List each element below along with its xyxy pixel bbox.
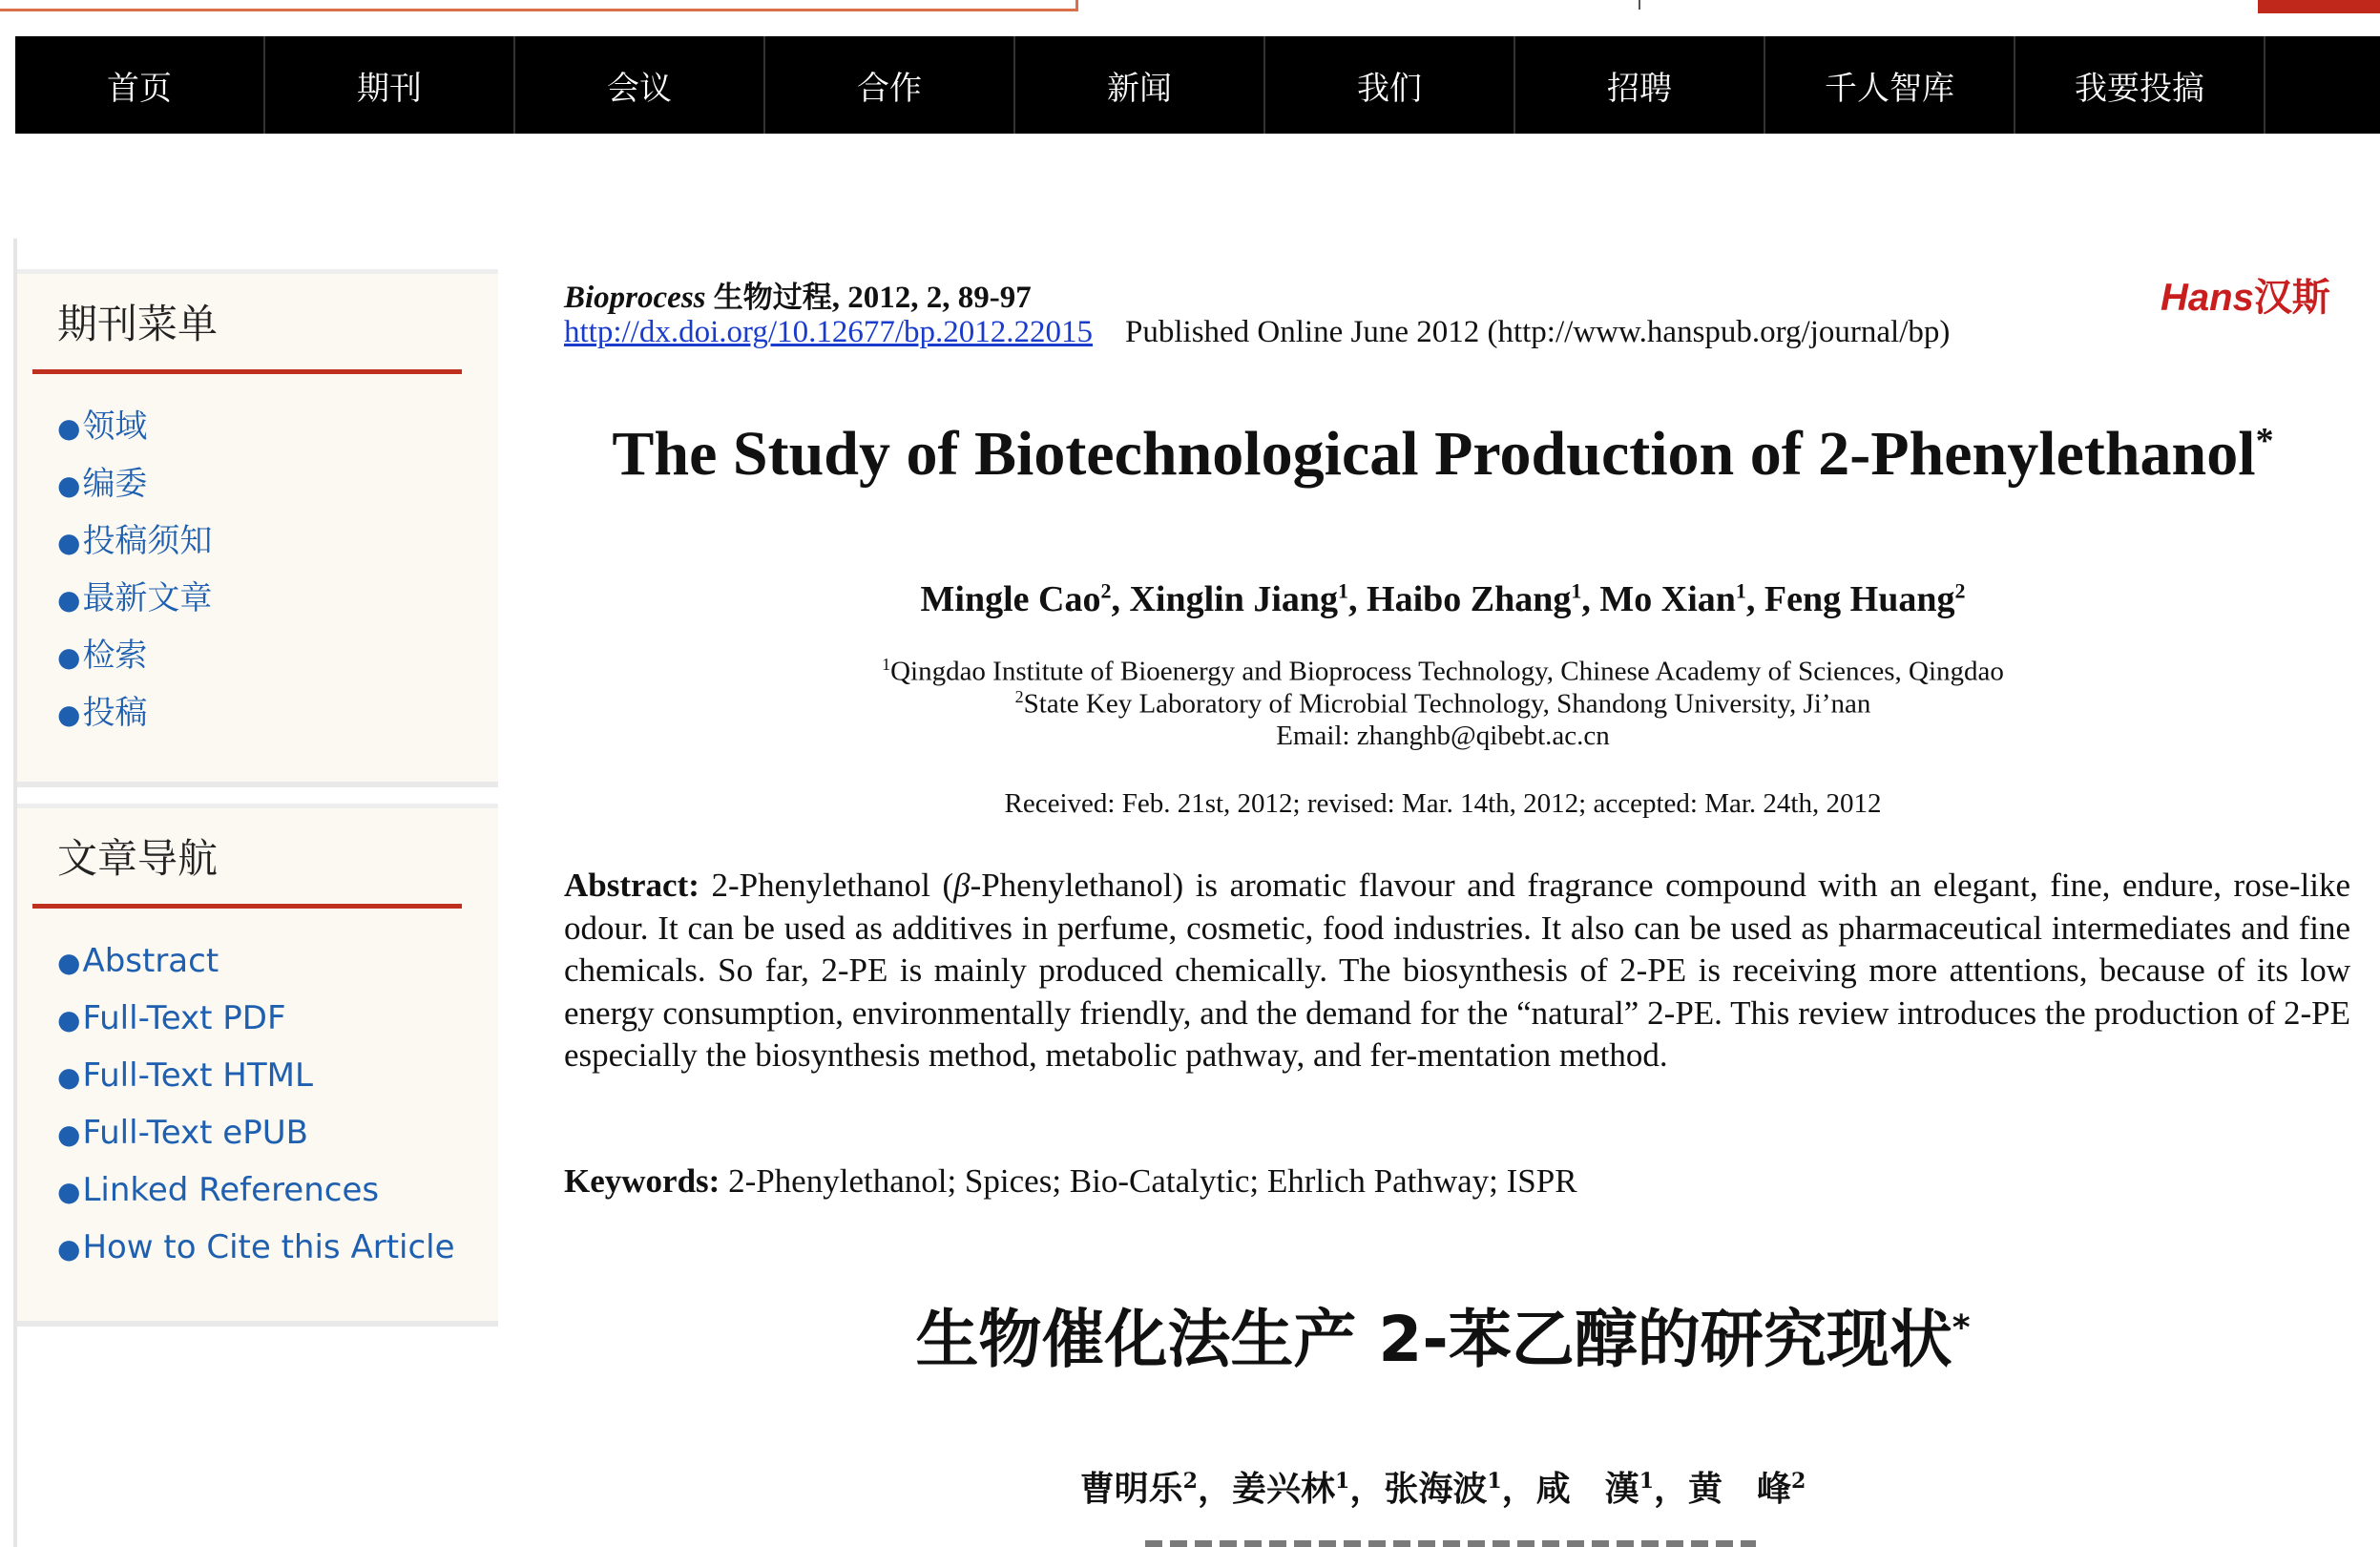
nav-link-cite[interactable]: ●How to Cite this Article [57, 1228, 455, 1266]
author-list: Mingle Cao$^2$, Xinglin Jiang$^1$, Haibo Zhang$^1$, Mo Xian$^1$, Feng Huang$^2$ [920, 578, 1966, 619]
paper-title: The Study of Biotechnological Production of 2-Phenylethanol* [612, 419, 2274, 489]
journal-name-cn: 生物过程 [713, 281, 832, 315]
nav-item-about[interactable]: 我们 [1265, 36, 1515, 134]
author-list-cn: 曹明乐$^2$，姜兴林$^1$，张海波$^1$，咸 漢$^1$，黄 峰$^2$ [1079, 1469, 1806, 1509]
journal-volume: , 2012, 2, 89-97 [831, 281, 1032, 315]
nav-item-journals[interactable]: 期刊 [265, 36, 515, 134]
bullet-icon: ● [57, 1118, 81, 1150]
bullet-icon: ● [57, 1061, 81, 1093]
abstract-paragraph: Abstract: 2-Phenylethanol (β-Phenylethanol) is aromatic flavour and fragrance compound with an elegant, fine, endure, rose-like odour. It can be used as additives in perfume, cosmetic, food industries. It also can be used as pharmaceutical intermediates and fine chemicals. So far, 2-PE is mainly produced chemically. The biosynthesis of 2-PE is receiving more attentions, because of its low energy consumption, environmentally friendly, and the demand for the “natural” 2-PE. This review introduces the production of 2-PE especially the biosynthesis method, metabolic pathway, and fer-mentation method. [564, 867, 2350, 1074]
author-name: Feng Huang [1764, 579, 1955, 619]
bullet-icon: ● [57, 1004, 81, 1035]
nav-link-abstract[interactable]: ●Abstract [57, 942, 219, 980]
published-online: Published Online June 2012 (http://www.hanspub.org/journal/bp) [1125, 315, 1951, 349]
cut-off-text-line [1145, 1540, 1756, 1547]
doi-link[interactable]: http://dx.doi.org/10.12677/bp.2012.22015 [564, 315, 1093, 349]
title-footnote-mark: * [2255, 421, 2274, 461]
keywords-label: Keywords: [564, 1162, 720, 1200]
nav-link-references[interactable]: ●Linked References [57, 1171, 380, 1209]
hans-logo [2161, 267, 2330, 322]
keywords-line [564, 1162, 1577, 1201]
top-divider [1639, 0, 1640, 10]
received-dates: Received: Feb. 21st, 2012; revised: Mar. 14th, 2012; accepted: Mar. 24th, 2012 [1004, 788, 1882, 819]
journal-name: Bioprocess [564, 281, 706, 315]
cn-title-footnote-mark: * [1952, 1308, 1971, 1348]
top-strip [0, 0, 2380, 36]
menu-item-instructions[interactable]: ●投稿须知 [57, 522, 213, 560]
bullet-icon: ● [57, 470, 81, 501]
menu-item-editorial-board[interactable]: ●编委 [57, 465, 148, 503]
logo-cn: 汉斯 [2253, 276, 2330, 320]
bullet-icon: ● [57, 412, 81, 444]
nav-link-epub[interactable]: ●Full-Text ePUB [57, 1114, 308, 1152]
author-name: Mingle Cao [920, 579, 1101, 619]
search-box-edge[interactable] [0, 0, 1078, 11]
author-name: Haibo Zhang [1367, 579, 1572, 619]
author-name-cn: 曹明乐 [1079, 1469, 1183, 1509]
author-name-cn: 咸 漢 [1535, 1469, 1639, 1509]
affiliation-2: $^2$State Key Laboratory of Microbial Technology, Shandong University, Ji’nan [1014, 687, 1871, 720]
paper-title-cn: 生物催化法生产 2-苯乙醇的研究现状* [915, 1303, 1971, 1376]
main-nav [15, 36, 2380, 134]
menu-item-latest-articles[interactable]: ●最新文章 [57, 579, 213, 617]
nav-item-jobs[interactable]: 招聘 [1515, 36, 1765, 134]
affiliation-1: $^1$Qingdao Institute of Bioenergy and Bioprocess Technology, Chinese Academy of Sciences, Qingdao [882, 655, 2004, 687]
doi-line [564, 315, 1950, 350]
nav-item-cooperation[interactable]: 合作 [765, 36, 1015, 134]
article-nav-panel [17, 804, 498, 1327]
nav-item-home[interactable]: 首页 [15, 36, 265, 134]
nav-item-submit[interactable]: 我要投搞 [2015, 36, 2265, 134]
beta-symbol: β [953, 867, 971, 904]
logo-en: Hans [2161, 277, 2254, 319]
nav-link-pdf[interactable]: ●Full-Text PDF [57, 999, 286, 1037]
journal-menu-title: 期刊菜单 [57, 301, 219, 347]
bullet-icon: ● [57, 584, 81, 616]
article-nav-list [57, 932, 455, 1276]
menu-item-submit[interactable]: ●投稿 [57, 694, 148, 732]
journal-citation [564, 273, 1032, 316]
menu-item-search[interactable]: ●检索 [57, 637, 148, 675]
bullet-icon: ● [57, 1176, 81, 1207]
nav-item-news[interactable]: 新闻 [1015, 36, 1265, 134]
nav-item-think-tank[interactable]: 千人智库 [1765, 36, 2015, 134]
article-nav-title: 文章导航 [57, 835, 219, 882]
author-name-cn: 姜兴林 [1231, 1469, 1335, 1509]
author-email: Email: zhanghb@qibebt.ac.cn [1276, 721, 1610, 751]
nav-item-conferences[interactable]: 会议 [515, 36, 765, 134]
bullet-icon: ● [57, 527, 81, 558]
menu-item-field[interactable]: ●领域 [57, 408, 148, 446]
author-name: Xinglin Jiang [1129, 579, 1339, 619]
bullet-icon: ● [57, 641, 81, 673]
nav-link-html[interactable]: ●Full-Text HTML [57, 1056, 313, 1095]
bullet-icon: ● [57, 947, 81, 978]
bullet-icon: ● [57, 699, 81, 730]
author-name-cn: 张海波 [1384, 1469, 1488, 1509]
author-name: Mo Xian [1599, 579, 1736, 619]
bullet-icon: ● [57, 1233, 81, 1265]
keywords-text: 2-Phenylethanol; Spices; Bio-Catalytic; Ehrlich Pathway; ISPR [720, 1162, 1577, 1200]
abstract-label: Abstract: [564, 867, 699, 904]
author-name-cn: 黄 峰 [1688, 1469, 1792, 1509]
journal-menu-rule [32, 369, 462, 374]
search-button[interactable] [2258, 0, 2380, 13]
article-nav-rule [32, 904, 462, 909]
